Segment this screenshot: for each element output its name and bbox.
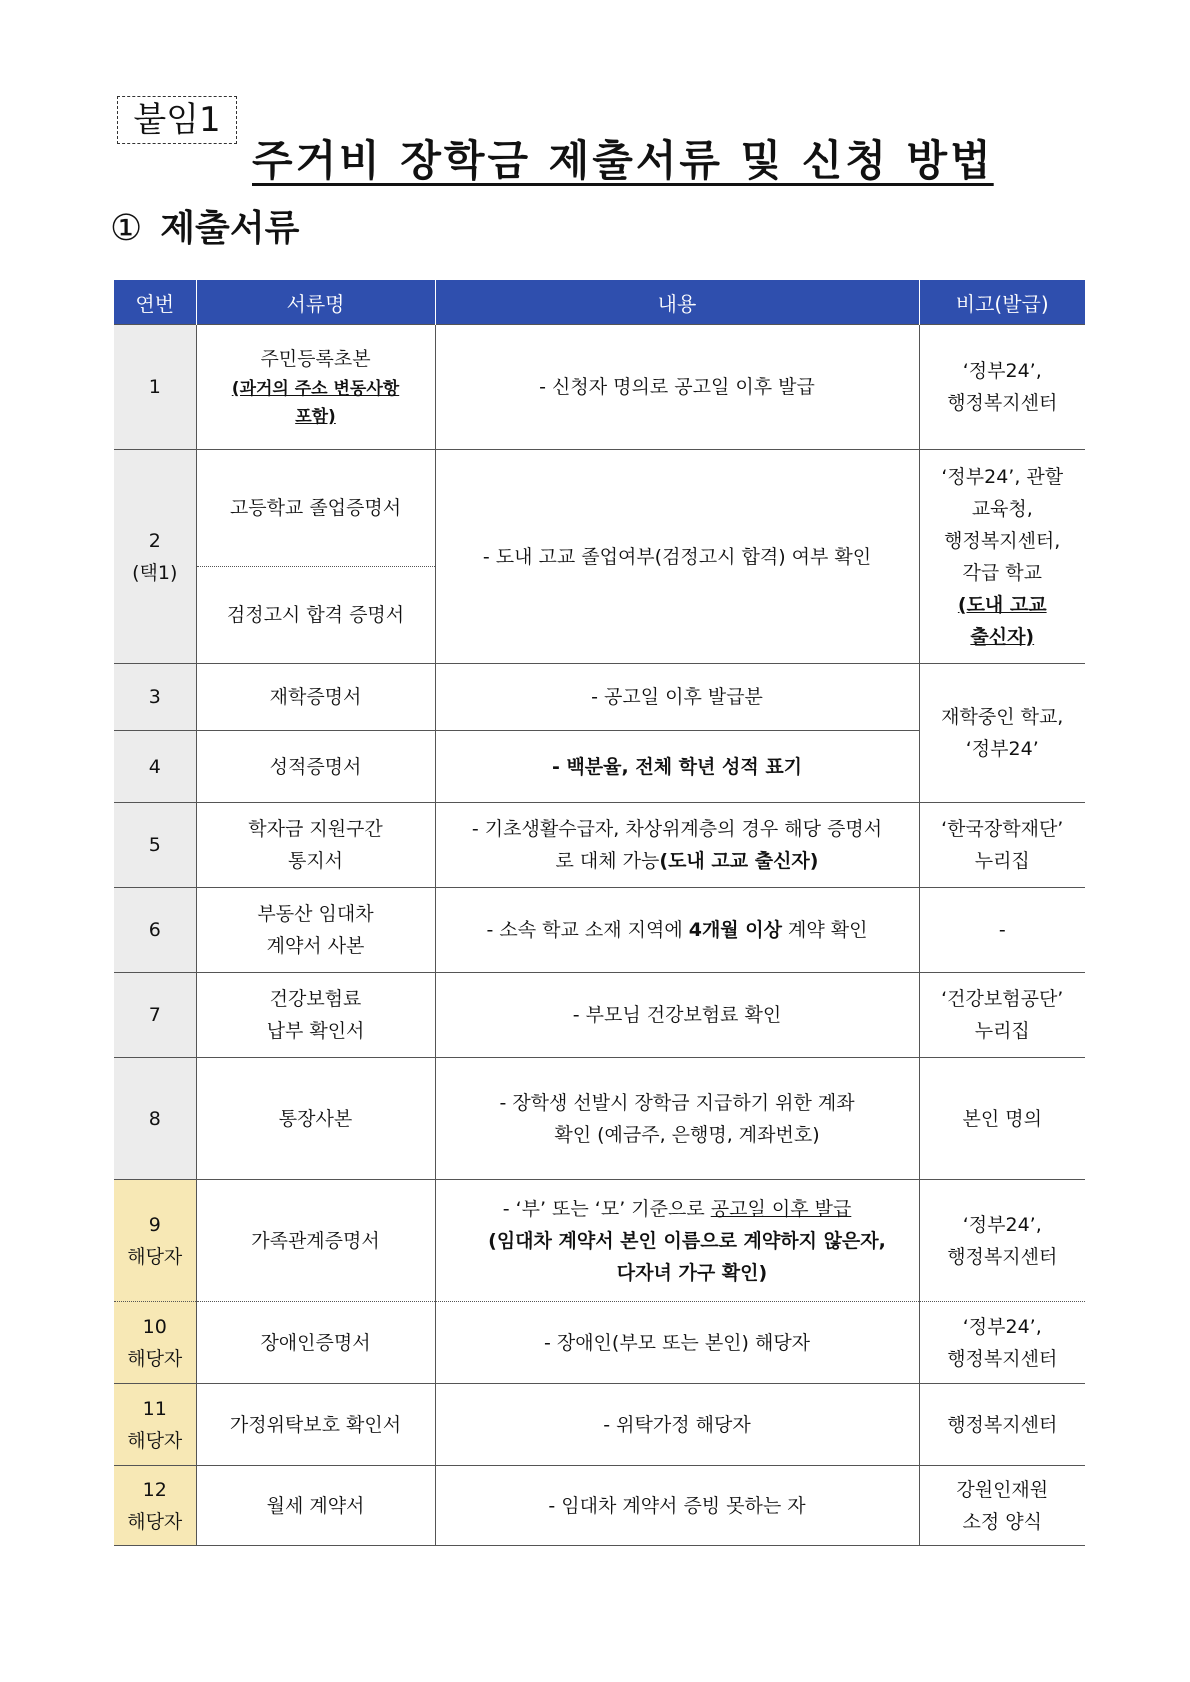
doc-name: 재학증명서: [196, 664, 435, 731]
content-line: 확인 (예금주, 은행명, 계좌번호): [554, 1123, 820, 1146]
table-row: [114, 450, 1085, 567]
doc-note: [919, 450, 1085, 664]
doc-content: [435, 803, 919, 888]
content-line: - 장학생 선발시 장학금 지급하기 위한 계좌: [499, 1091, 855, 1114]
note-line: 행정복지센터: [947, 1245, 1058, 1268]
row-number-sub: (택1): [132, 561, 178, 584]
doc-content: [435, 1180, 919, 1302]
content-line: [442, 845, 913, 877]
doc-name-main: 주민등록초본: [260, 348, 371, 370]
row-number-main: 10: [142, 1315, 167, 1338]
doc-content: - 도내 고교 졸업여부(검정고시 합격) 여부 확인: [435, 450, 919, 664]
header-content: 내용: [435, 280, 919, 325]
header-no: 연번: [114, 280, 196, 325]
row-number: 5: [114, 803, 196, 888]
doc-name: [196, 325, 435, 450]
note-line: 소정 양식: [962, 1510, 1042, 1533]
table-row: [114, 1384, 1085, 1466]
row-number: [114, 1384, 196, 1466]
row-number: 3: [114, 664, 196, 731]
note-line: 누리집: [974, 850, 1030, 872]
row-number: 4: [114, 731, 196, 803]
doc-name-line: 통지서: [287, 850, 344, 872]
row-number-main: 11: [142, 1397, 167, 1420]
header-note: 비고(발급): [919, 280, 1085, 325]
doc-note: 본인 명의: [919, 1058, 1085, 1180]
note-emph-line: 출신자): [970, 625, 1035, 648]
note-line: 행정복지센터,: [944, 529, 1061, 552]
doc-content: - 부모님 건강보험료 확인: [435, 973, 919, 1058]
note-emph-line: (도내 고교: [957, 593, 1047, 616]
row-number-main: 2: [148, 529, 161, 552]
doc-content: - 신청자 명의로 공고일 이후 발급: [435, 325, 919, 450]
table-row: [114, 325, 1085, 450]
row-number: 7: [114, 973, 196, 1058]
documents-table: [114, 280, 1085, 1546]
table-row: [114, 888, 1085, 973]
row-number-sub: 해당자: [127, 1429, 183, 1452]
doc-name: [196, 888, 435, 973]
content-bold: (도내 고교 출신자): [659, 850, 819, 872]
table-row: [114, 1058, 1085, 1180]
section-label: 제출서류: [160, 208, 300, 249]
section-heading: [110, 200, 299, 251]
doc-name-line: 부동산 임대차: [257, 903, 374, 925]
doc-content: - 임대차 계약서 증빙 못하는 자: [435, 1466, 919, 1546]
attachment-label: 붙임1: [117, 96, 237, 144]
note-line: 강원인재원: [956, 1478, 1049, 1501]
note-line: ‘정부24’, 관할: [941, 465, 1064, 488]
content-text: 로 대체 가능: [555, 850, 660, 872]
note-line: 각급 학교: [962, 561, 1042, 584]
row-number: [114, 1466, 196, 1546]
row-number: [114, 1302, 196, 1384]
row-number: [114, 1180, 196, 1302]
note-line: 행정복지센터: [947, 1347, 1058, 1370]
doc-content: [435, 1058, 919, 1180]
table-row: [114, 1180, 1085, 1302]
row-number-main: 9: [148, 1213, 161, 1236]
doc-name-sub: (과거의 주소 변동사항 포함): [231, 379, 400, 427]
doc-name: [196, 973, 435, 1058]
doc-note: [919, 325, 1085, 450]
doc-name-line: 건강보험료: [269, 988, 362, 1010]
doc-name-line: 학자금 지원구간: [248, 818, 383, 840]
page-title: 주거비 장학금 제출서류 및 신청 방법: [252, 136, 994, 185]
doc-name: 장애인증명서: [196, 1302, 435, 1384]
note-line: ‘정부24’,: [962, 1315, 1042, 1338]
doc-content: - 위탁가정 해당자: [435, 1384, 919, 1466]
table-row: [114, 664, 1085, 731]
section-number: ①: [110, 208, 143, 249]
row-number-sub: 해당자: [127, 1245, 183, 1268]
doc-name-alt: 검정고시 합격 증명서: [196, 567, 435, 664]
row-number: 8: [114, 1058, 196, 1180]
note-line: ‘건강보험공단’: [941, 988, 1064, 1010]
note-line: ‘한국장학재단’: [941, 818, 1064, 840]
row-number-sub: 해당자: [127, 1347, 183, 1370]
doc-note: [919, 1180, 1085, 1302]
doc-note: [919, 664, 1085, 803]
doc-note: [919, 1302, 1085, 1384]
doc-name: 통장사본: [196, 1058, 435, 1180]
row-number: 6: [114, 888, 196, 973]
row-number: [114, 450, 196, 664]
doc-name: 월세 계약서: [196, 1466, 435, 1546]
note-line: ‘정부24’: [965, 738, 1039, 760]
doc-content: [435, 888, 919, 973]
note-line: ‘정부24’,: [962, 1213, 1042, 1236]
row-number: 1: [114, 325, 196, 450]
table-row: [114, 1302, 1085, 1384]
content-line: (임대차 계약서 본인 이름으로 계약하지 않은자,: [488, 1229, 886, 1252]
row-number-sub: 해당자: [127, 1510, 183, 1533]
table-header-row: [114, 280, 1085, 325]
doc-content: - 백분율, 전체 학년 성적 표기: [435, 731, 919, 803]
note-line: 행정복지센터: [947, 392, 1058, 414]
doc-name: [196, 803, 435, 888]
doc-name: 성적증명서: [196, 731, 435, 803]
content-line: - 기초생활수급자, 차상위계층의 경우 해당 증명서: [471, 818, 883, 840]
doc-note: [919, 1466, 1085, 1546]
doc-name: 가족관계증명서: [196, 1180, 435, 1302]
content-text: - ‘부’ 또는 ‘모’ 기준으로: [502, 1197, 711, 1220]
note-line: ‘정부24’,: [962, 360, 1042, 382]
table-row: [114, 973, 1085, 1058]
doc-note: -: [919, 888, 1085, 973]
row-number-main: 12: [142, 1478, 167, 1501]
note-line: 누리집: [974, 1020, 1030, 1042]
doc-name-line: 납부 확인서: [266, 1020, 365, 1042]
doc-name: 가정위탁보호 확인서: [196, 1384, 435, 1466]
header-doc: 서류명: [196, 280, 435, 325]
doc-content: - 공고일 이후 발급분: [435, 664, 919, 731]
content-bold: 4개월 이상: [688, 919, 782, 941]
doc-name: 고등학교 졸업증명서: [196, 450, 435, 567]
doc-name-line: 계약서 사본: [266, 935, 365, 957]
doc-note: [919, 973, 1085, 1058]
content-underlined: 공고일 이후 발급: [710, 1197, 852, 1220]
doc-note: [919, 803, 1085, 888]
table-row: [114, 803, 1085, 888]
content-line: 다자녀 가구 확인): [616, 1261, 768, 1284]
note-line: 재학중인 학교,: [941, 706, 1064, 728]
note-line: 교육청,: [971, 497, 1033, 520]
table-row: [114, 1466, 1085, 1546]
content-text: - 소속 학교 소재 지역에: [486, 919, 689, 941]
doc-content: - 장애인(부모 또는 본인) 해당자: [435, 1302, 919, 1384]
content-line: [442, 1193, 913, 1225]
doc-note: 행정복지센터: [919, 1384, 1085, 1466]
content-text: 계약 확인: [782, 919, 868, 941]
